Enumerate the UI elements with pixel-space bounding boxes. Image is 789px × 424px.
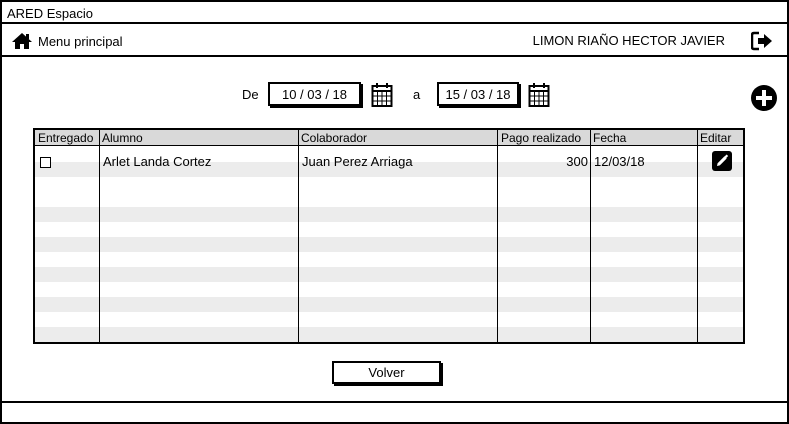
col-header-payment: Pago realizado bbox=[501, 131, 582, 145]
delivered-checkbox[interactable] bbox=[40, 157, 51, 168]
payment-cell: 300 bbox=[566, 154, 588, 169]
home-icon bbox=[11, 32, 33, 50]
col-header-collaborator: Colaborador bbox=[301, 131, 368, 145]
column-divider bbox=[99, 130, 100, 342]
user-name: LIMON RIAÑO HECTOR JAVIER bbox=[532, 33, 725, 48]
col-header-date: Fecha bbox=[593, 131, 627, 145]
table-row bbox=[35, 297, 743, 312]
col-header-edit: Editar bbox=[700, 131, 732, 145]
to-label: a bbox=[413, 87, 421, 102]
table-row bbox=[35, 177, 743, 192]
col-header-delivered: Entregado bbox=[38, 131, 94, 145]
column-divider bbox=[590, 130, 591, 342]
add-icon[interactable] bbox=[750, 84, 778, 112]
col-header-student: Alumno bbox=[102, 131, 143, 145]
table-row bbox=[35, 327, 743, 342]
edit-icon[interactable] bbox=[712, 151, 732, 171]
from-calendar-icon[interactable] bbox=[371, 82, 393, 108]
table-header bbox=[35, 130, 743, 146]
to-date-input[interactable] bbox=[437, 82, 519, 106]
payments-table bbox=[33, 128, 745, 344]
student-cell: Arlet Landa Cortez bbox=[103, 154, 212, 169]
collaborator-cell: Juan Perez Arriaga bbox=[302, 154, 413, 169]
logout-icon bbox=[751, 31, 773, 51]
nav-bar bbox=[2, 26, 787, 57]
column-divider bbox=[497, 130, 498, 342]
table-row bbox=[35, 267, 743, 282]
column-divider bbox=[697, 130, 698, 342]
from-label: De bbox=[242, 87, 259, 102]
date-filter bbox=[2, 82, 787, 108]
date-cell: 12/03/18 bbox=[594, 154, 645, 169]
window-title: ARED Espacio bbox=[7, 6, 93, 21]
table-row bbox=[35, 237, 743, 252]
title-bar bbox=[2, 2, 787, 24]
back-button[interactable]: Volver bbox=[332, 361, 441, 384]
to-calendar-icon[interactable] bbox=[528, 82, 550, 108]
from-date-input[interactable] bbox=[268, 82, 361, 106]
status-bar bbox=[2, 401, 787, 422]
column-divider bbox=[298, 130, 299, 342]
main-menu-link[interactable] bbox=[11, 32, 123, 50]
logout-button[interactable] bbox=[751, 31, 773, 54]
main-menu-label: Menu principal bbox=[38, 33, 123, 49]
table-row bbox=[35, 207, 743, 222]
